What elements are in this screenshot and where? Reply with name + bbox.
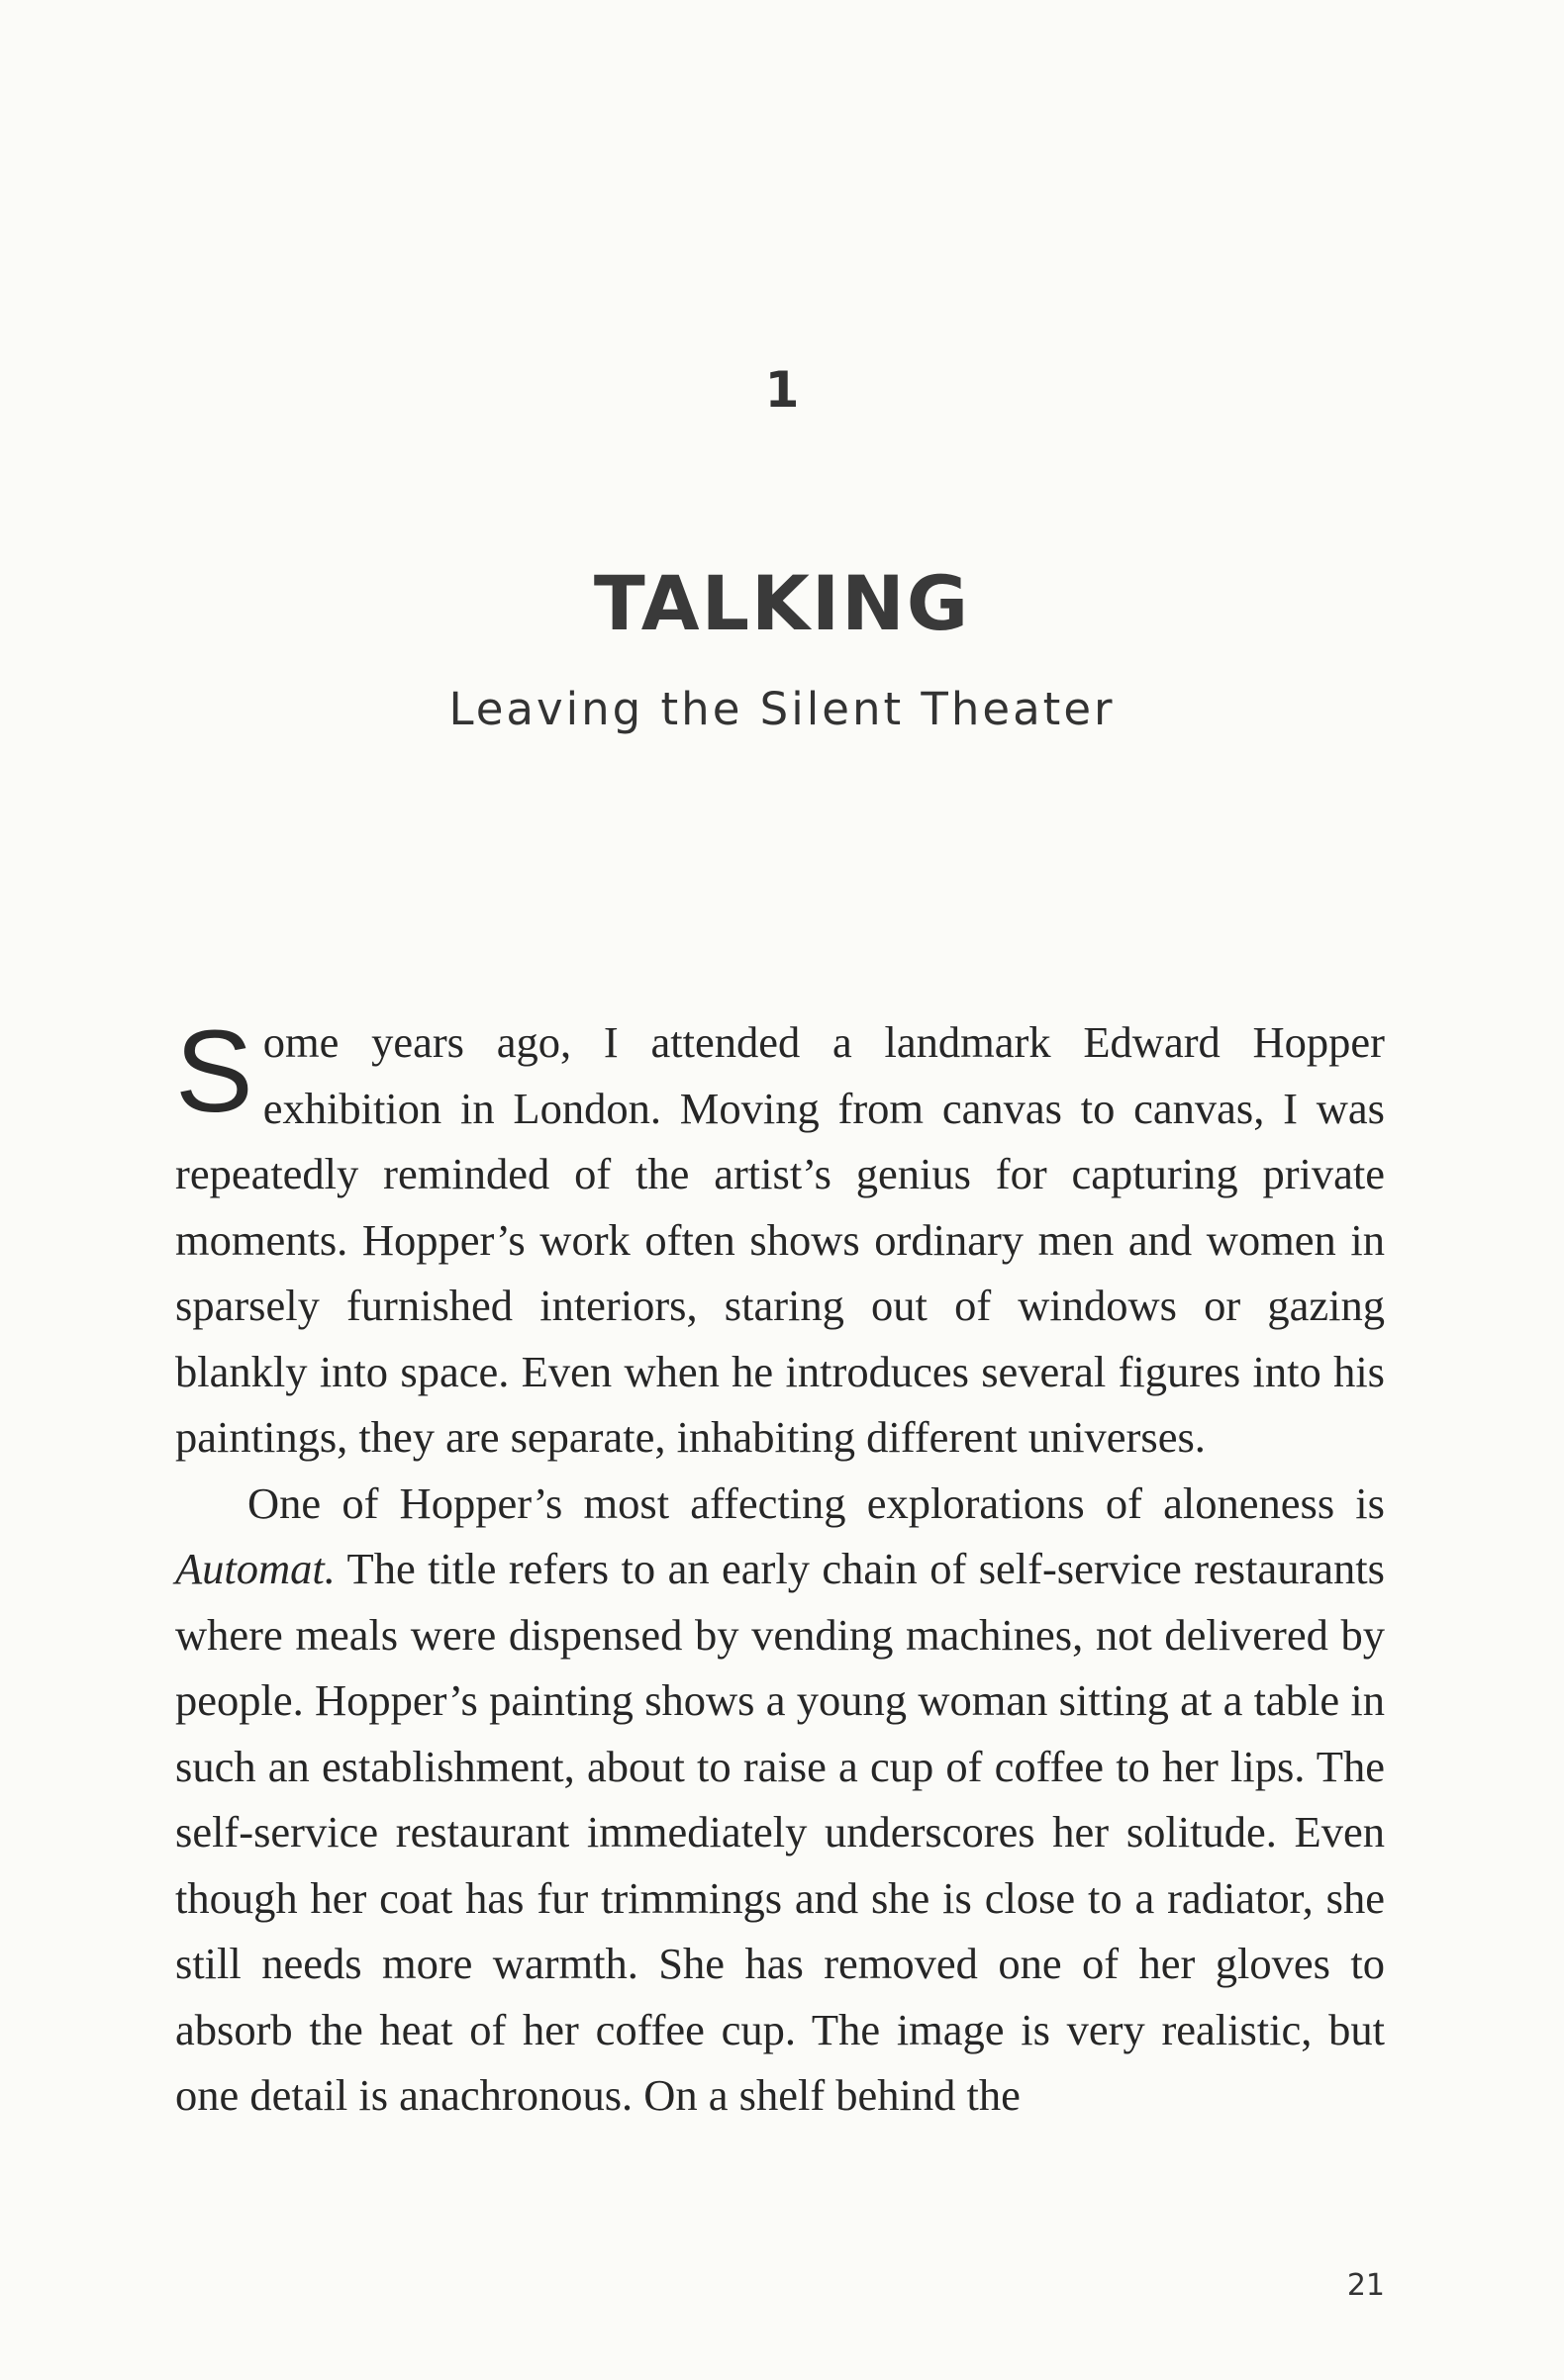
paragraph-2	[175, 1471, 1385, 2129]
paragraph-1-text: ome years ago, I attended a landmark Edward Hopper exhibition in London. Moving from canvas to canvas, I was repeatedly reminded of the artist’s genius for capturing private moments. Hopper’s work often shows ordinary men and women in sparsely furnished interiors, staring out of windows or gazing blankly into space. Even when he introduces several figures into his paintings, they are separate, inhabiting different universes.	[175, 1017, 1385, 1462]
body-text	[175, 1006, 1385, 2129]
paragraph-2-lead: One of Hopper’s most affecting explorations of aloneness is	[247, 1477, 1385, 1528]
chapter-subtitle: Leaving the Silent Theater	[448, 683, 1116, 735]
chapter-number: 1	[764, 361, 800, 419]
page-number: 21	[1346, 2268, 1385, 2303]
drop-cap: S	[175, 1006, 253, 1137]
paragraph-1	[175, 1006, 1385, 1471]
chapter-title: TALKING	[593, 559, 971, 647]
paragraph-2-text: The title refers to an early chain of self-service restaurants where meals were dispensed by vending machines, not delivered by people. Hopper’s painting shows a young woman sitting at a table in such an establishment, about to raise a cup of coffee to her lips. The self-service restaurant immediately underscores her solitude. Even though her coat has fur trimmings and she is close to a radiator, she still needs more warmth. She has removed one of her gloves to absorb the heat of her coffee cup. The image is very realistic, but one detail is anachronous. On a shelf behind the	[175, 1544, 1385, 2120]
artwork-title: Automat.	[175, 1544, 336, 1593]
